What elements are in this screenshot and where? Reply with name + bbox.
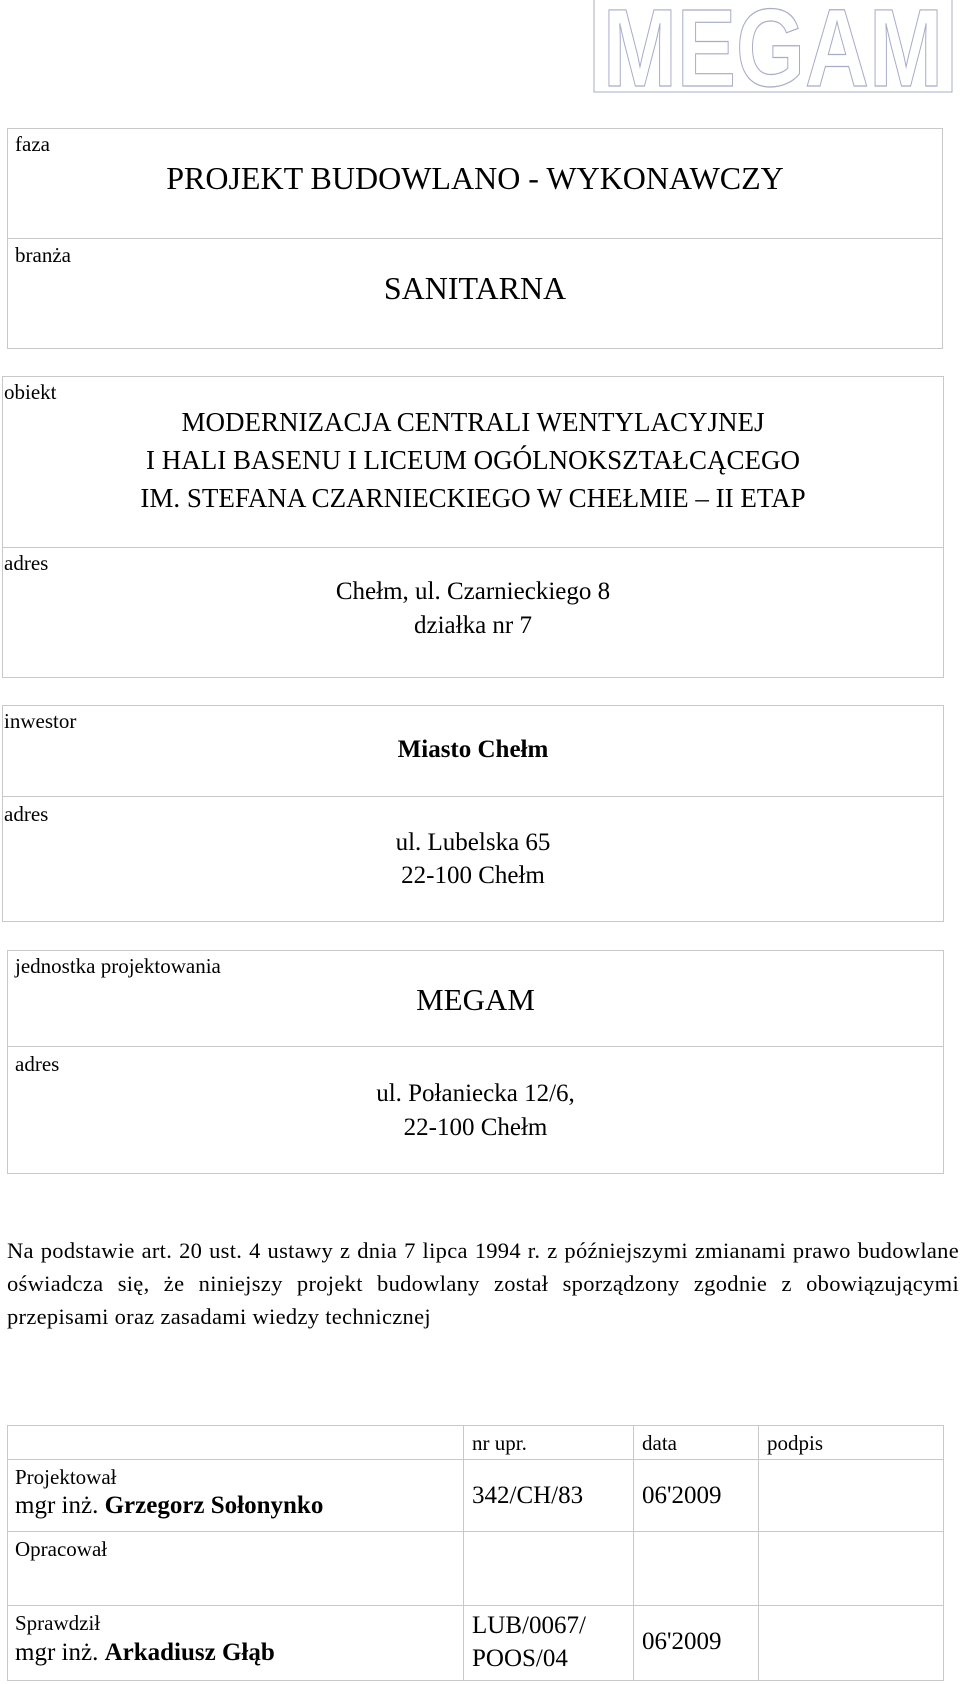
logo-text: MEGAM: [603, 0, 943, 94]
design-unit-address-line: 22-100 Chełm: [403, 1114, 548, 1141]
branch-label: branża: [15, 243, 71, 267]
divider: [633, 1425, 634, 1681]
designer-date: 06'2009: [642, 1482, 722, 1509]
object-address-line: działka nr 7: [413, 612, 532, 639]
megam-logo: [592, 0, 954, 94]
phase-label: faza: [15, 132, 50, 156]
designer-name: Grzegorz Sołonynko: [104, 1492, 324, 1519]
divider: [2, 547, 944, 548]
designer-prefix: mgr inż.: [15, 1492, 99, 1519]
divider: [7, 1531, 944, 1532]
role-checked: Sprawdził: [15, 1611, 101, 1635]
branch-value: SANITARNA: [383, 270, 567, 306]
divider: [7, 1046, 944, 1047]
object-line: I HALI BASENU I LICEUM OGÓLNOKSZTAŁCĄCEGO: [145, 445, 801, 475]
checker-license-line: POOS/04: [472, 1645, 568, 1672]
role-prepared: Opracował: [15, 1537, 108, 1561]
investor-address-line: ul. Lubelska 65: [395, 829, 551, 856]
checker-license-line: LUB/0067/: [472, 1612, 586, 1639]
design-unit-label: jednostka projektowania: [15, 954, 221, 978]
investor-value: Miasto Chełm: [397, 736, 549, 763]
divider: [463, 1425, 464, 1681]
checker-name: Arkadiusz Głąb: [104, 1639, 275, 1666]
header-date: data: [642, 1431, 677, 1455]
designer-license: 342/CH/83: [472, 1482, 584, 1509]
role-designed: Projektował: [15, 1465, 117, 1489]
object-address-label: adres: [4, 551, 49, 575]
header-license: nr upr.: [472, 1431, 527, 1455]
design-unit-address-line: ul. Połaniecka 12/6,: [376, 1080, 575, 1107]
object-label: obiekt: [4, 380, 57, 404]
object-line: MODERNIZACJA CENTRALI WENTYLACYJNEJ: [181, 407, 765, 437]
checker-name-line: [15, 1639, 275, 1667]
designer-name-line: [15, 1492, 323, 1520]
divider: [758, 1425, 759, 1681]
design-unit-value: MEGAM: [416, 982, 535, 1017]
investor-address-line: 22-100 Chełm: [401, 862, 545, 889]
phase-value: PROJEKT BUDOWLANO - WYKONAWCZY: [166, 160, 784, 196]
object-line: IM. STEFANA CZARNIECKIEGO W CHEŁMIE – II ETAP: [140, 483, 806, 513]
divider: [7, 1459, 944, 1460]
investor-label: inwestor: [4, 709, 77, 733]
investor-address-label: adres: [4, 802, 49, 826]
divider: [7, 238, 943, 239]
object-address-line: Chełm, ul. Czarnieckiego 8: [335, 578, 611, 605]
statement-paragraph: Na podstawie art. 20 ust. 4 ustawy z dnia 7 lipca 1994 r. z późniejszymi zmianami prawo budowlane oświadcza się, że niniejszy projekt budowlany został sporządzony zgodnie z obowiązującymi przepisami oraz zasadami wiedzy technicznej: [7, 1238, 959, 1329]
checker-prefix: mgr inż.: [15, 1639, 99, 1666]
checker-date: 06'2009: [642, 1628, 722, 1655]
design-unit-address-label: adres: [15, 1052, 60, 1076]
divider: [7, 1605, 944, 1606]
divider: [2, 796, 944, 797]
header-signature: podpis: [767, 1431, 824, 1455]
